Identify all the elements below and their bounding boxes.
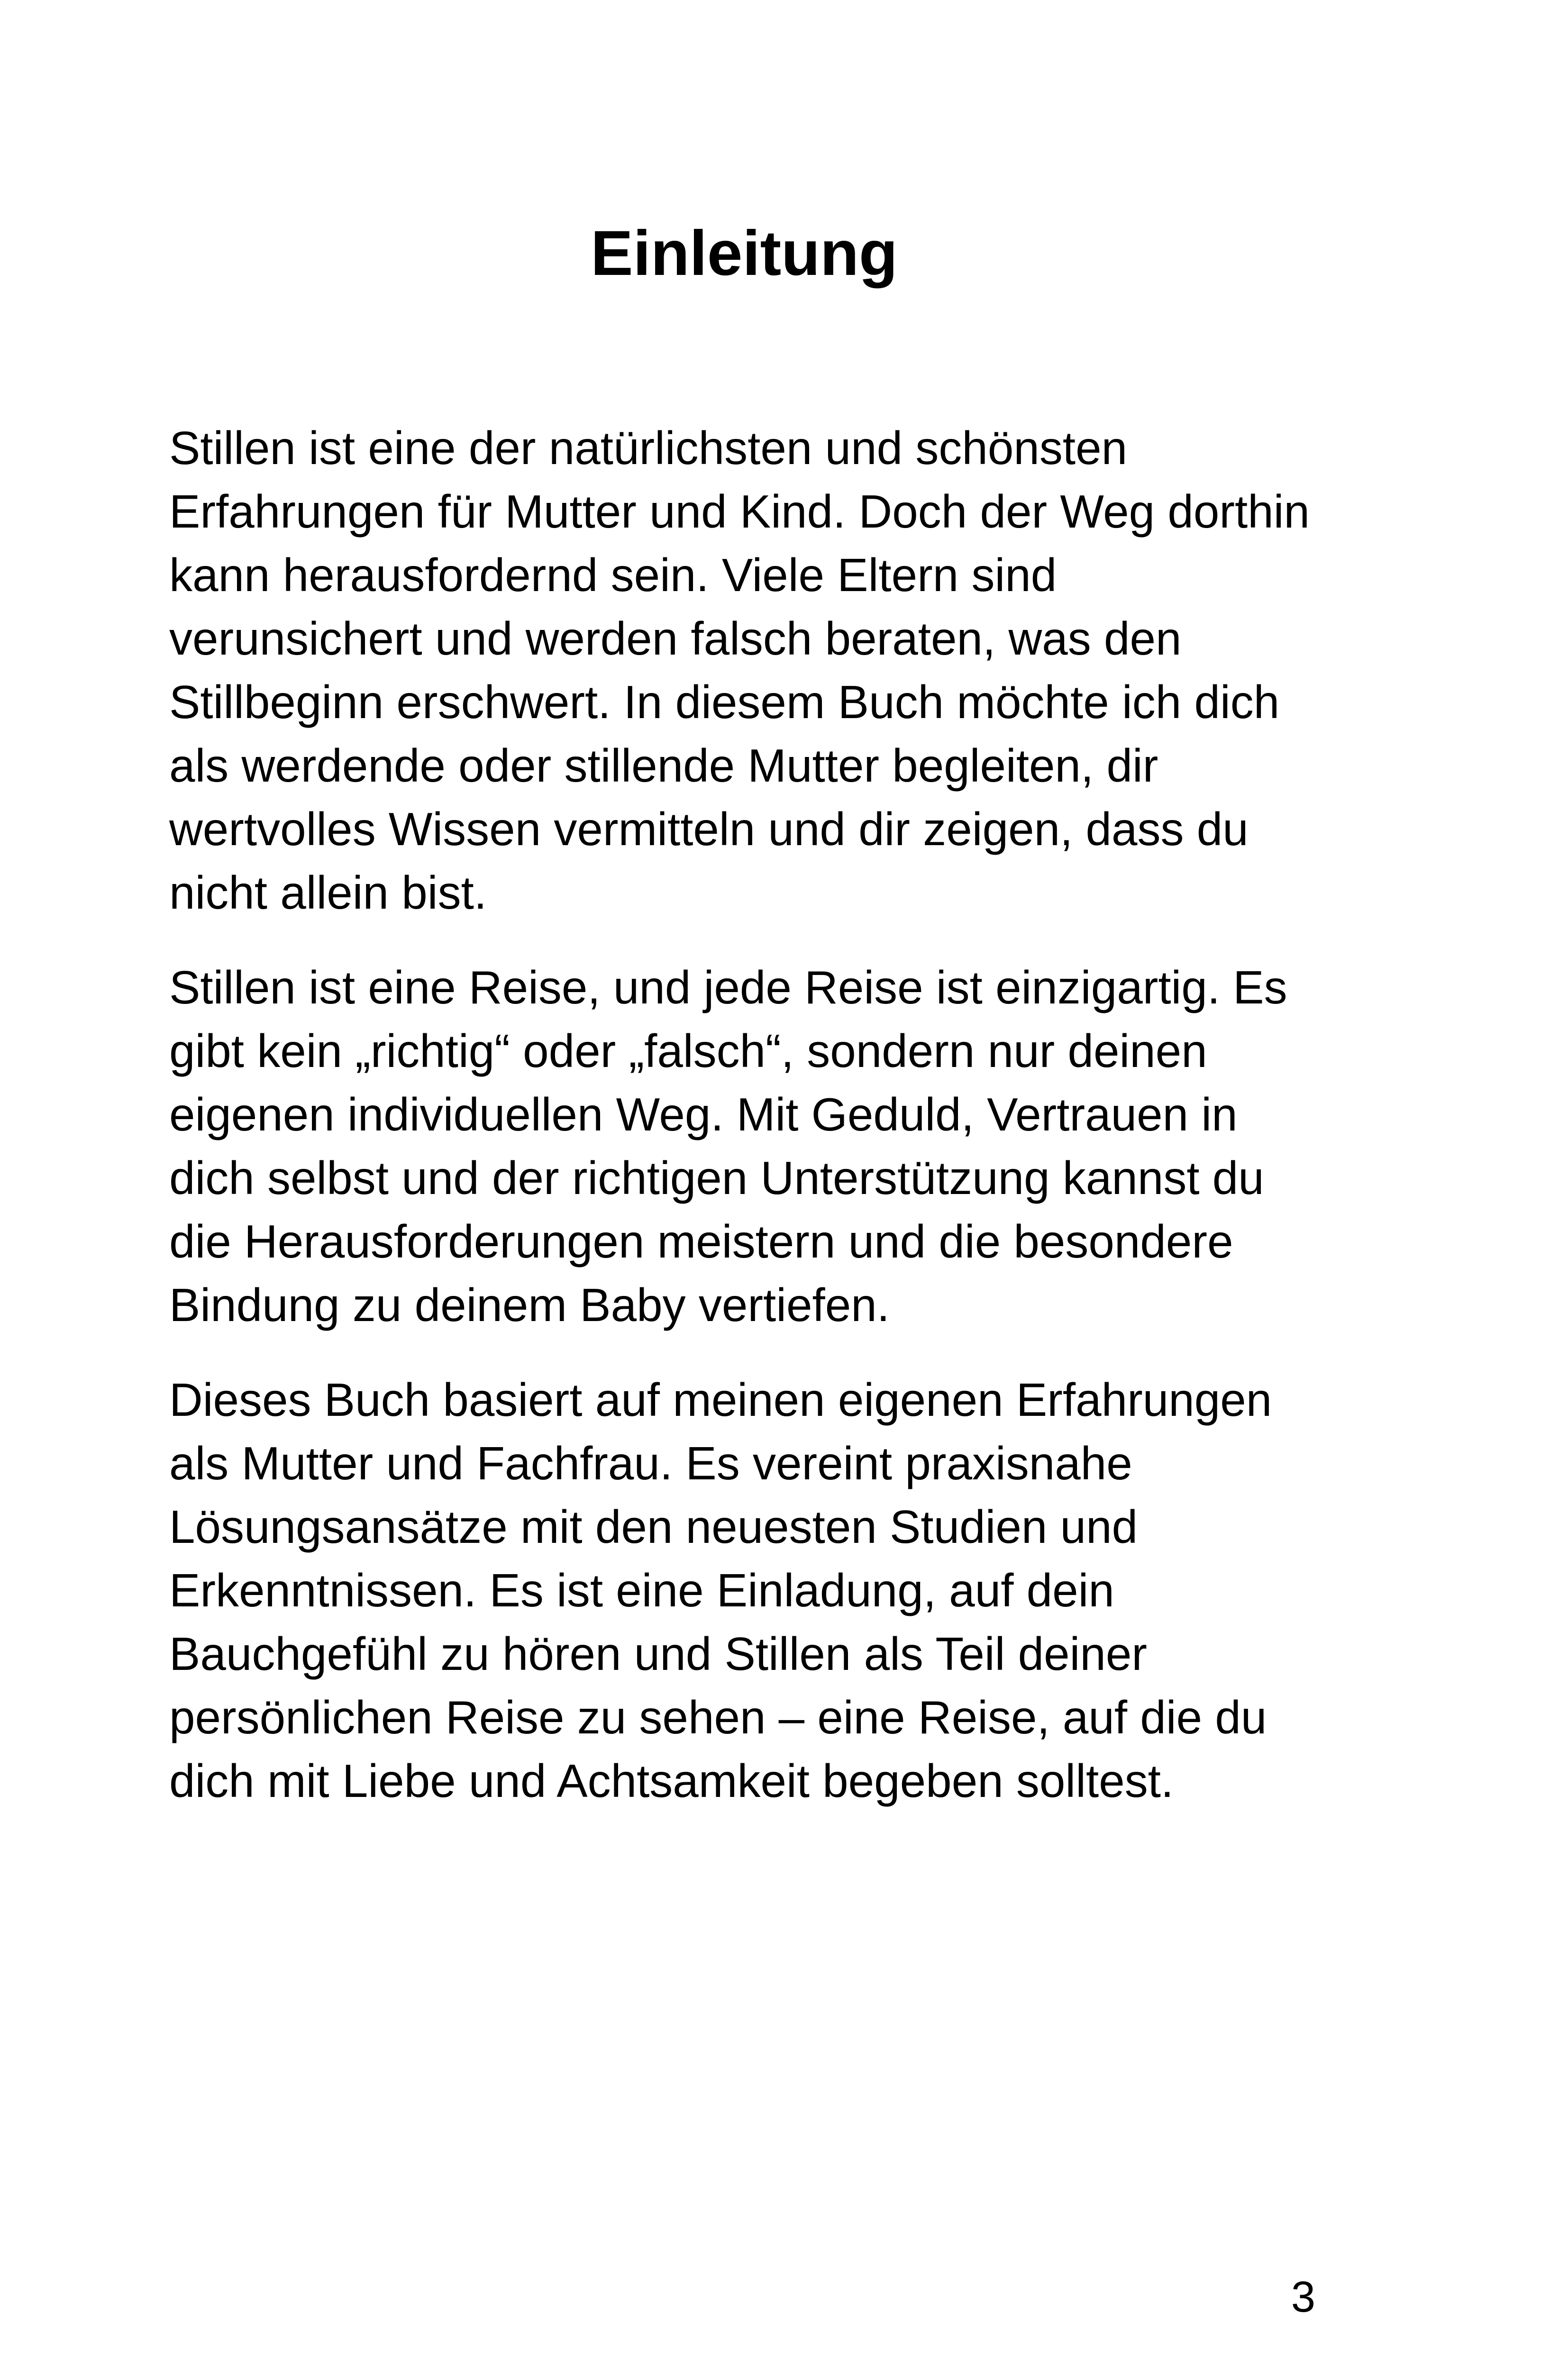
paragraph-2: Stillen ist eine Reise, und jede Reise ist einzigartig. Es gibt kein „richtig“ oder „falsch“, sondern nur deinen eigenen individuellen Weg. Mit Geduld, Vertrauen in dich selbst und der richtigen Unterstützung kannst du die Herausforderungen meistern und die besondere Bindung zu deinem Baby vertiefen. <box>169 961 1287 1331</box>
paragraph-1: Stillen ist eine der natürlichsten und schönsten Erfahrungen für Mutter und Kind. Doch der Weg dorthin kann herausfordernd sein. Viele Eltern sind verunsichert und werden falsch beraten, was den Stillbeginn erschwert. In diesem Buch möchte ich dich als werdende oder stillende Mutter begleiten, dir wertvolles Wissen vermitteln und dir zeigen, dass du nicht allein bist. <box>169 422 1310 919</box>
chapter-body <box>169 416 1316 1844</box>
chapter-title: Einleitung <box>591 218 898 289</box>
paragraph-3: Dieses Buch basiert auf meinen eigenen Erfahrungen als Mutter und Fachfrau. Es vereint praxisnahe Lösungsansätze mit den neuesten Studien und Erkenntnissen. Es ist eine Einladung, auf dein Bauchgefühl zu hören und Stillen als Teil deiner persönlichen Reise zu sehen – eine Reise, auf die du dich mit Liebe und Achtsamkeit begeben solltest. <box>169 1374 1272 1807</box>
page-number: 3 <box>1291 2273 1315 2321</box>
